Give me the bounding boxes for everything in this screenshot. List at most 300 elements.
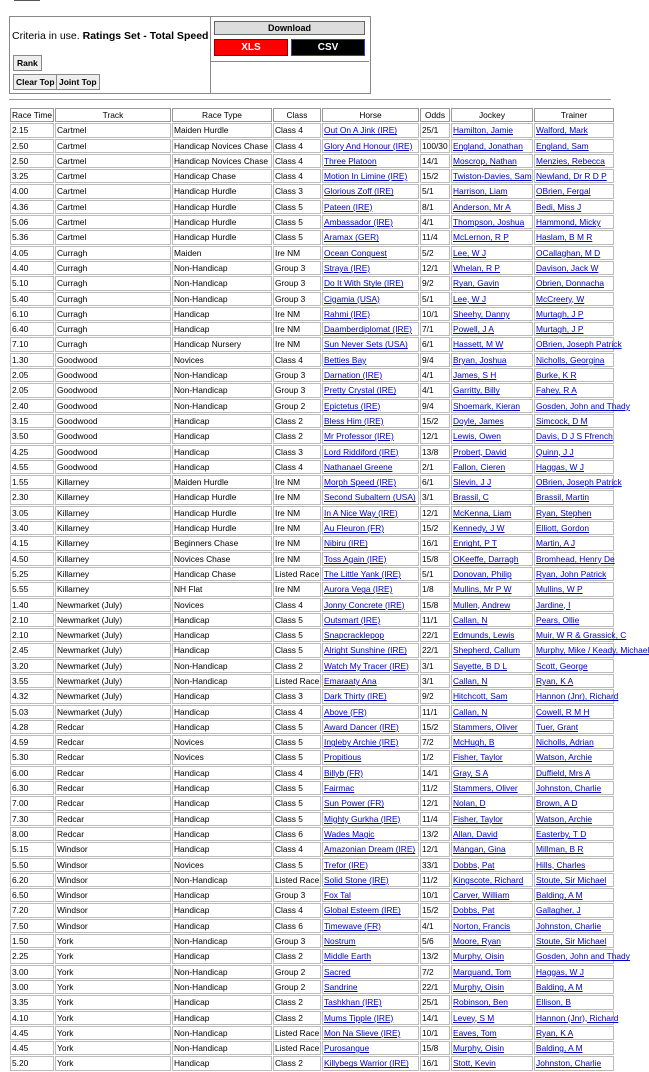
jockey-link[interactable]: Whelan, R P [453, 262, 501, 273]
trainer-link[interactable]: OBrien, Joseph Patrick [536, 339, 622, 350]
horse-link[interactable]: Tashkhan (IRE) [324, 997, 382, 1008]
horse-link[interactable]: Rahmi (IRE) [324, 308, 371, 319]
cell-track: Newmarket (July) [55, 674, 171, 688]
table-row [10, 903, 614, 917]
cell-jockey [451, 276, 533, 290]
horse-link[interactable]: Fairmac [324, 783, 355, 794]
horse-link[interactable]: Timewave (FR) [324, 920, 381, 931]
table-row [10, 337, 614, 351]
jockey-link[interactable]: Hamilton, Jamie [453, 125, 514, 136]
trainer-link[interactable]: OBrien, Joseph Patrick [536, 477, 622, 488]
jockey-link[interactable]: Mullen, Andrew [453, 599, 511, 610]
cell-horse [322, 322, 419, 336]
jockey-link[interactable]: Moscrop, Nathan [453, 155, 517, 166]
cell-trainer [534, 460, 614, 474]
jockey-link[interactable]: Harrison, Liam [453, 186, 508, 197]
cell-track: Curragh [55, 292, 171, 306]
horse-link[interactable]: Au Fleuron (FR) [324, 523, 385, 534]
trainer-link[interactable]: Davis, D J S Ffrench [536, 431, 613, 442]
cell-horse [322, 276, 419, 290]
cell-jockey [451, 628, 533, 642]
trainer-link[interactable]: Mullins, W P [536, 584, 583, 595]
trainer-link[interactable]: Jardine, I [536, 599, 571, 610]
cell-trainer [534, 842, 614, 856]
cell-race-type: Handicap Hurdle [172, 200, 272, 214]
cell-horse [322, 674, 419, 688]
horse-link[interactable]: Mr Professor (IRE) [324, 431, 394, 442]
cell-odds: 15/2 [420, 169, 450, 183]
cell-odds: 22/1 [420, 643, 450, 657]
trainer-link[interactable]: Johnston, Charlie [536, 1058, 602, 1069]
jockey-link[interactable]: Slevin, J J [453, 477, 492, 488]
cell-trainer [534, 903, 614, 917]
cell-horse [322, 705, 419, 719]
column-header-track: Track [55, 108, 171, 122]
jockey-link[interactable]: Murphy, Oisin [453, 981, 505, 992]
jockey-link[interactable]: Lee, W J [453, 293, 487, 304]
jockey-link[interactable]: Twiston-Davies, Sam [453, 171, 532, 182]
table-row [10, 460, 614, 474]
cell-trainer [534, 705, 614, 719]
jockey-link[interactable]: Eaves, Tom [453, 1027, 497, 1038]
cell-class: Class 4 [273, 598, 321, 612]
horse-link[interactable]: Trefor (IRE) [324, 859, 368, 870]
cell-class: Class 4 [273, 123, 321, 137]
trainer-link[interactable]: Burke, K R [536, 370, 577, 381]
horse-link[interactable]: Sandrine [324, 981, 358, 992]
cell-jockey [451, 521, 533, 535]
jockey-link[interactable]: Stott, Kevin [453, 1058, 496, 1069]
horse-link[interactable]: Sun Power (FR) [324, 798, 385, 809]
horse-link[interactable]: Outsmart (IRE) [324, 614, 381, 625]
horse-link[interactable]: Award Dancer (IRE) [324, 721, 399, 732]
cell-trainer [534, 383, 614, 397]
horse-link[interactable]: Watch My Tracer (IRE) [324, 660, 409, 671]
horse-link[interactable]: Daamberdiplomat (IRE) [324, 324, 412, 335]
horse-link[interactable]: Mon Na Slieve (IRE) [324, 1027, 401, 1038]
trainer-link[interactable]: Haggas, W J [536, 966, 584, 977]
trainer-link[interactable]: Simcock, D M [536, 415, 588, 426]
jockey-link[interactable]: Fallon, Cieren [453, 461, 506, 472]
criteria-panel [9, 16, 371, 94]
cell-class: Class 2 [273, 995, 321, 1009]
jockey-link[interactable]: McKenna, Liam [453, 507, 512, 518]
horse-link[interactable]: Emaraaty Ana [324, 675, 377, 686]
jockey-link[interactable]: Doyle, James [453, 415, 504, 426]
jockey-link[interactable]: Callan, N [453, 614, 488, 625]
cell-track: Killarney [55, 552, 171, 566]
trainer-link[interactable]: Murphy, Mike / Keady, Michael [536, 645, 649, 656]
csv-download-button[interactable]: CSV [291, 39, 365, 56]
horse-link[interactable]: Glory And Honour (IRE) [324, 140, 413, 151]
jockey-link[interactable]: Callan, N [453, 675, 488, 686]
trainer-link[interactable]: Hills, Charles [536, 859, 586, 870]
trainer-link[interactable]: Ryan, John Patrick [536, 568, 607, 579]
cell-class: Ire NM [273, 307, 321, 321]
cell-race-type: Non-Handicap [172, 965, 272, 979]
trainer-link[interactable]: OBrien, Fergal [536, 186, 591, 197]
cell-race-type: Non-Handicap [172, 261, 272, 275]
cell-odds: 3/1 [420, 674, 450, 688]
jockey-link[interactable]: Murphy, Oisin [453, 951, 505, 962]
jockey-link[interactable]: OKeeffe, Darragh [453, 553, 519, 564]
cell-race-time: 4.45 [10, 1026, 54, 1040]
cell-race-type: Maiden [172, 246, 272, 260]
cell-trainer [534, 1011, 619, 1025]
cell-race-time: 4.36 [10, 200, 54, 214]
horse-link[interactable]: Alright Sunshine (IRE) [324, 645, 407, 656]
horse-link[interactable]: Nathanael Greene [324, 461, 393, 472]
jockey-link[interactable]: Garritty, Billy [453, 385, 500, 396]
horse-link[interactable]: Bless Him (IRE) [324, 415, 384, 426]
trainer-link[interactable]: Davison, Jack W [536, 262, 599, 273]
trainer-link[interactable]: Ryan, K A [536, 675, 574, 686]
horse-link[interactable]: Pretty Crystal (IRE) [324, 385, 397, 396]
horse-link[interactable]: Wades Magic [324, 828, 375, 839]
cell-class: Ire NM [273, 490, 321, 504]
horse-link[interactable]: Do It With Style (IRE) [324, 278, 404, 289]
trainer-link[interactable]: OCallaghan, M D [536, 247, 601, 258]
cell-odds: 7/2 [420, 735, 450, 749]
cell-race-type: Non-Handicap [172, 399, 272, 413]
trainer-link[interactable]: Menzies, Rebecca [536, 155, 605, 166]
horse-link[interactable]: Nibiru (IRE) [324, 538, 368, 549]
trainer-link[interactable]: Easterby, T D [536, 828, 587, 839]
cell-horse [322, 1011, 419, 1025]
cell-class: Group 2 [273, 980, 321, 994]
jockey-link[interactable]: Stammers, Oliver [453, 783, 518, 794]
horse-link[interactable]: Lord Riddiford (IRE) [324, 446, 399, 457]
jockey-link[interactable]: Mangan, Gina [453, 844, 506, 855]
cell-odds: 12/1 [420, 842, 450, 856]
horse-link[interactable]: Ambassador (IRE) [324, 217, 393, 228]
cell-race-type: Non-Handicap [172, 873, 272, 887]
trainer-link[interactable]: Brown, A D [536, 798, 578, 809]
cell-race-type: Non-Handicap [172, 292, 272, 306]
horse-link[interactable]: Glorious Zoff (IRE) [324, 186, 394, 197]
cell-odds: 14/1 [420, 154, 450, 168]
trainer-link[interactable]: Haslam, B M R [536, 232, 593, 243]
horse-link[interactable]: Ingleby Archie (IRE) [324, 737, 399, 748]
cell-track: York [55, 995, 171, 1009]
table-row [10, 475, 614, 489]
trainer-link[interactable]: Millman, B R [536, 844, 584, 855]
jockey-link[interactable]: McLernon, R P [453, 232, 509, 243]
jockey-link[interactable]: Kingscote, Richard [453, 874, 524, 885]
jockey-link[interactable]: Lewis, Owen [453, 431, 501, 442]
trainer-link[interactable]: Watson, Archie [536, 752, 593, 763]
cell-race-type: Maiden Hurdle [172, 123, 272, 137]
cell-horse [322, 399, 419, 413]
horse-link[interactable]: Global Esteem (IRE) [324, 905, 401, 916]
trainer-link[interactable]: Hammond, Micky [536, 217, 601, 228]
horse-link[interactable]: Out On A Jink (IRE) [324, 125, 398, 136]
cell-horse [322, 613, 419, 627]
cell-class: Group 3 [273, 276, 321, 290]
horse-link[interactable]: Purosangue [324, 1043, 370, 1054]
trainer-link[interactable]: Obrien, Donnacha [536, 278, 604, 289]
trainer-link[interactable]: Balding, A M [536, 890, 583, 901]
horse-link[interactable]: Snapcracklepop [324, 630, 385, 641]
table-row [10, 200, 614, 214]
horse-link[interactable]: Mighty Gurkha (IRE) [324, 813, 401, 824]
jockey-link[interactable]: Brassil, C [453, 492, 489, 503]
trainer-link[interactable]: Murtagh, J P [536, 324, 584, 335]
trainer-link[interactable]: Fahey, R A [536, 385, 577, 396]
table-row [10, 705, 614, 719]
horse-link[interactable]: Motion In Limine (IRE) [324, 171, 408, 182]
cell-jockey [451, 1056, 533, 1070]
trainer-link[interactable]: Walford, Mark [536, 125, 588, 136]
jockey-link[interactable]: Murphy, Oisin [453, 1043, 505, 1054]
cell-trainer [534, 445, 614, 459]
horse-link[interactable]: Ocean Conquest [324, 247, 387, 258]
trainer-link[interactable]: Ryan, K A [536, 1027, 574, 1038]
horse-link[interactable]: Propitious [324, 752, 362, 763]
trainer-link[interactable]: Ryan, Stephen [536, 507, 592, 518]
cell-race-time: 6.00 [10, 766, 54, 780]
cell-race-time: 3.05 [10, 506, 54, 520]
horse-link[interactable]: Morph Speed (IRE) [324, 477, 397, 488]
jockey-link[interactable]: Dobbs, Pat [453, 905, 495, 916]
xls-download-button[interactable]: XLS [214, 39, 288, 56]
jockey-link[interactable]: Nolan, D [453, 798, 486, 809]
jockey-link[interactable]: Hitchcott, Sam [453, 691, 508, 702]
horse-link[interactable]: Pateen (IRE) [324, 201, 373, 212]
horse-link[interactable]: Cigamia (USA) [324, 293, 380, 304]
table-row [10, 888, 614, 902]
table-row [10, 796, 614, 810]
jockey-link[interactable]: Carver, William [453, 890, 510, 901]
cell-race-time: 7.20 [10, 903, 54, 917]
trainer-link[interactable]: Martin, A J [536, 538, 576, 549]
cell-track: Redcar [55, 750, 171, 764]
trainer-link[interactable]: Haggas, W J [536, 461, 584, 472]
cell-horse [322, 383, 419, 397]
jockey-link[interactable]: England, Jonathan [453, 140, 523, 151]
cell-track: Curragh [55, 261, 171, 275]
horse-link[interactable]: Mums Tipple (IRE) [324, 1012, 394, 1023]
cell-odds: 1/8 [420, 582, 450, 596]
horse-link[interactable]: Killybegs Warrior (IRE) [324, 1058, 409, 1069]
trainer-link[interactable]: Muir, W R & Grassick, C [536, 630, 627, 641]
cell-race-time: 5.50 [10, 858, 54, 872]
trainer-link[interactable]: Pears, Ollie [536, 614, 580, 625]
cell-race-time: 6.30 [10, 781, 54, 795]
horse-link[interactable]: Middle Earth [324, 951, 372, 962]
cell-race-type: Handicap [172, 628, 272, 642]
horse-link[interactable]: Aurora Vega (IRE) [324, 584, 393, 595]
cell-horse [322, 659, 419, 673]
trainer-link[interactable]: Bromhead, Henry De [536, 553, 615, 564]
cell-trainer [534, 1026, 614, 1040]
cell-race-type: Handicap Chase [172, 169, 272, 183]
jockey-link[interactable]: Fisher, Taylor [453, 752, 503, 763]
table-row [10, 613, 614, 627]
jockey-link[interactable]: Ryan, Gavin [453, 278, 500, 289]
trainer-link[interactable]: Watson, Archie [536, 813, 593, 824]
jockey-link[interactable]: Hassett, M W [453, 339, 504, 350]
trainer-link[interactable]: England, Sam [536, 140, 589, 151]
cell-race-type: Handicap [172, 1011, 272, 1025]
jockey-link[interactable]: Levey, S M [453, 1012, 495, 1023]
trainer-link[interactable]: Stoute, Sir Michael [536, 874, 607, 885]
horse-link[interactable]: Dark Thirty (IRE) [324, 691, 387, 702]
jockey-link[interactable]: Dobbs, Pat [453, 859, 495, 870]
jockey-link[interactable]: Shoemark, Kieran [453, 400, 521, 411]
jockey-link[interactable]: McHugh, B [453, 737, 495, 748]
cell-race-type: Handicap Hurdle [172, 506, 272, 520]
horse-link[interactable]: In A Nice Way (IRE) [324, 507, 398, 518]
jockey-link[interactable]: Moore, Ryan [453, 936, 501, 947]
horse-link[interactable]: Straya (IRE) [324, 262, 371, 273]
jockey-link[interactable]: Donovan, Philip [453, 568, 512, 579]
jockey-link[interactable]: Marquand, Tom [453, 966, 512, 977]
cell-class: Class 6 [273, 827, 321, 841]
trainer-link[interactable]: Ellison, B [536, 997, 571, 1008]
jockey-link[interactable]: Robinson, Ben [453, 997, 508, 1008]
table-row [10, 230, 614, 244]
horse-link[interactable]: Billyb (FR) [324, 767, 364, 778]
trainer-link[interactable]: Johnston, Charlie [536, 920, 602, 931]
horse-link[interactable]: Fox Tal [324, 890, 351, 901]
trainer-link[interactable]: Newland, Dr R D P [536, 171, 607, 182]
cell-race-time: 2.05 [10, 368, 54, 382]
trainer-link[interactable]: Cowell, R M H [536, 706, 590, 717]
horse-link[interactable]: Sacred [324, 966, 351, 977]
trainer-link[interactable]: Hannon (Jnr), Richard [536, 691, 619, 702]
cell-odds: 9/2 [420, 276, 450, 290]
trainer-link[interactable]: Nicholls, Adrian [536, 737, 594, 748]
jockey-link[interactable]: Sayette, B D L [453, 660, 507, 671]
cell-class: Class 4 [273, 353, 321, 367]
trainer-link[interactable]: Hannon (Jnr), Richard [536, 1012, 619, 1023]
cell-class: Class 5 [273, 812, 321, 826]
horse-link[interactable]: Jonny Concrete (IRE) [324, 599, 405, 610]
trainer-link[interactable]: Brassil, Martin [536, 492, 590, 503]
cell-track: Redcar [55, 812, 171, 826]
horse-link[interactable]: Three Platoon [324, 155, 377, 166]
cell-odds: 9/4 [420, 399, 450, 413]
cell-jockey [451, 1041, 533, 1055]
cell-trainer [534, 429, 614, 443]
trainer-link[interactable]: Quinn, J J [536, 446, 574, 457]
cell-race-time: 4.25 [10, 445, 54, 459]
cell-track: Windsor [55, 873, 171, 887]
trainer-link[interactable]: Nicholls, Georgina [536, 354, 605, 365]
trainer-link[interactable]: Duffield, Mrs A [536, 767, 591, 778]
trainer-link[interactable]: Tuer, Grant [536, 721, 579, 732]
rank-button[interactable]: Rank [13, 55, 42, 71]
horse-link[interactable]: Above (FR) [324, 706, 367, 717]
jockey-link[interactable]: Stammers, Oliver [453, 721, 518, 732]
jockey-link[interactable]: Anderson, Mr A [453, 201, 511, 212]
trainer-link[interactable]: Stoute, Sir Michael [536, 936, 607, 947]
clear-top-button[interactable]: Clear Top [13, 74, 58, 90]
trainer-link[interactable]: Bedi, Miss J [536, 201, 582, 212]
cell-class: Class 5 [273, 781, 321, 795]
horse-link[interactable]: Amazonian Dream (IRE) [324, 844, 416, 855]
jockey-link[interactable]: Thompson, Joshua [453, 217, 525, 228]
jockey-link[interactable]: Shepherd, Callum [453, 645, 521, 656]
jockey-link[interactable]: Powell, J A [453, 324, 494, 335]
trainer-link[interactable]: Johnston, Charlie [536, 783, 602, 794]
cell-odds: 14/1 [420, 1011, 450, 1025]
jockey-link[interactable]: Bryan, Joshua [453, 354, 507, 365]
horse-link[interactable]: Nostrum [324, 936, 356, 947]
trainer-link[interactable]: Gallagher, J [536, 905, 581, 916]
jockey-link[interactable]: Lee, W J [453, 247, 487, 258]
cell-track: Windsor [55, 858, 171, 872]
trainer-link[interactable]: Murtagh, J P [536, 308, 584, 319]
cell-horse [322, 949, 419, 963]
column-header-race-type: Race Type [172, 108, 272, 122]
horse-link[interactable]: Second Subaltern (USA) [324, 492, 416, 503]
jockey-link[interactable]: Callan, N [453, 706, 488, 717]
horse-link[interactable]: Darnation (IRE) [324, 370, 383, 381]
jockey-link[interactable]: Mullins, Mr P W [453, 584, 512, 595]
cell-track: Newmarket (July) [55, 643, 171, 657]
jockey-link[interactable]: Allan, David [453, 828, 498, 839]
cell-horse [322, 858, 419, 872]
jockey-link[interactable]: Sheehy, Danny [453, 308, 510, 319]
jockey-link[interactable]: Enright, P T [453, 538, 497, 549]
cell-track: Killarney [55, 521, 171, 535]
cell-race-time: 1.30 [10, 353, 54, 367]
cell-jockey [451, 643, 533, 657]
trainer-link[interactable]: Scott, George [536, 660, 588, 671]
trainer-link[interactable]: Gosden, John and Thady [536, 400, 630, 411]
jockey-link[interactable]: Edmunds, Lewis [453, 630, 515, 641]
jockey-link[interactable]: Gray, S A [453, 767, 489, 778]
cell-race-time: 3.55 [10, 674, 54, 688]
trainer-link[interactable]: Balding, A M [536, 1043, 583, 1054]
jockey-link[interactable]: Kennedy, J W [453, 523, 505, 534]
horse-link[interactable]: Epictetus (IRE) [324, 400, 381, 411]
jockey-link[interactable]: Fisher, Taylor [453, 813, 503, 824]
jockey-link[interactable]: Probert, David [453, 446, 507, 457]
cell-horse [322, 552, 419, 566]
joint-top-button[interactable]: Joint Top [56, 74, 100, 90]
horse-link[interactable]: Aramax (GER) [324, 232, 379, 243]
column-header-race-time: Race Time [10, 108, 54, 122]
cell-track: Curragh [55, 337, 171, 351]
horse-link[interactable]: Betties Bay [324, 354, 367, 365]
cell-race-time: 6.50 [10, 888, 54, 902]
trainer-link[interactable]: Balding, A M [536, 981, 583, 992]
cell-race-type: Handicap [172, 322, 272, 336]
trainer-link[interactable]: McCreery, W [536, 293, 585, 304]
trainer-link[interactable]: Elliott, Gordon [536, 523, 590, 534]
cell-horse [322, 919, 419, 933]
horse-link[interactable]: Solid Stone (IRE) [324, 874, 389, 885]
cell-odds: 16/1 [420, 536, 450, 550]
horse-link[interactable]: The Little Yank (IRE) [324, 568, 401, 579]
cell-race-time: 5.20 [10, 1056, 54, 1070]
jockey-link[interactable]: Norton, Francis [453, 920, 511, 931]
trainer-link[interactable]: Gosden, John and Thady [536, 951, 630, 962]
horse-link[interactable]: Toss Again (IRE) [324, 553, 387, 564]
horse-link[interactable]: Sun Never Sets (USA) [324, 339, 408, 350]
jockey-link[interactable]: James, S H [453, 370, 497, 381]
cell-race-type: Handicap [172, 643, 272, 657]
cell-race-time: 6.40 [10, 322, 54, 336]
cell-race-type: Non-Handicap [172, 659, 272, 673]
cell-jockey [451, 842, 533, 856]
cell-race-time: 2.10 [10, 628, 54, 642]
cell-odds: 12/1 [420, 261, 450, 275]
cell-odds: 6/1 [420, 475, 450, 489]
